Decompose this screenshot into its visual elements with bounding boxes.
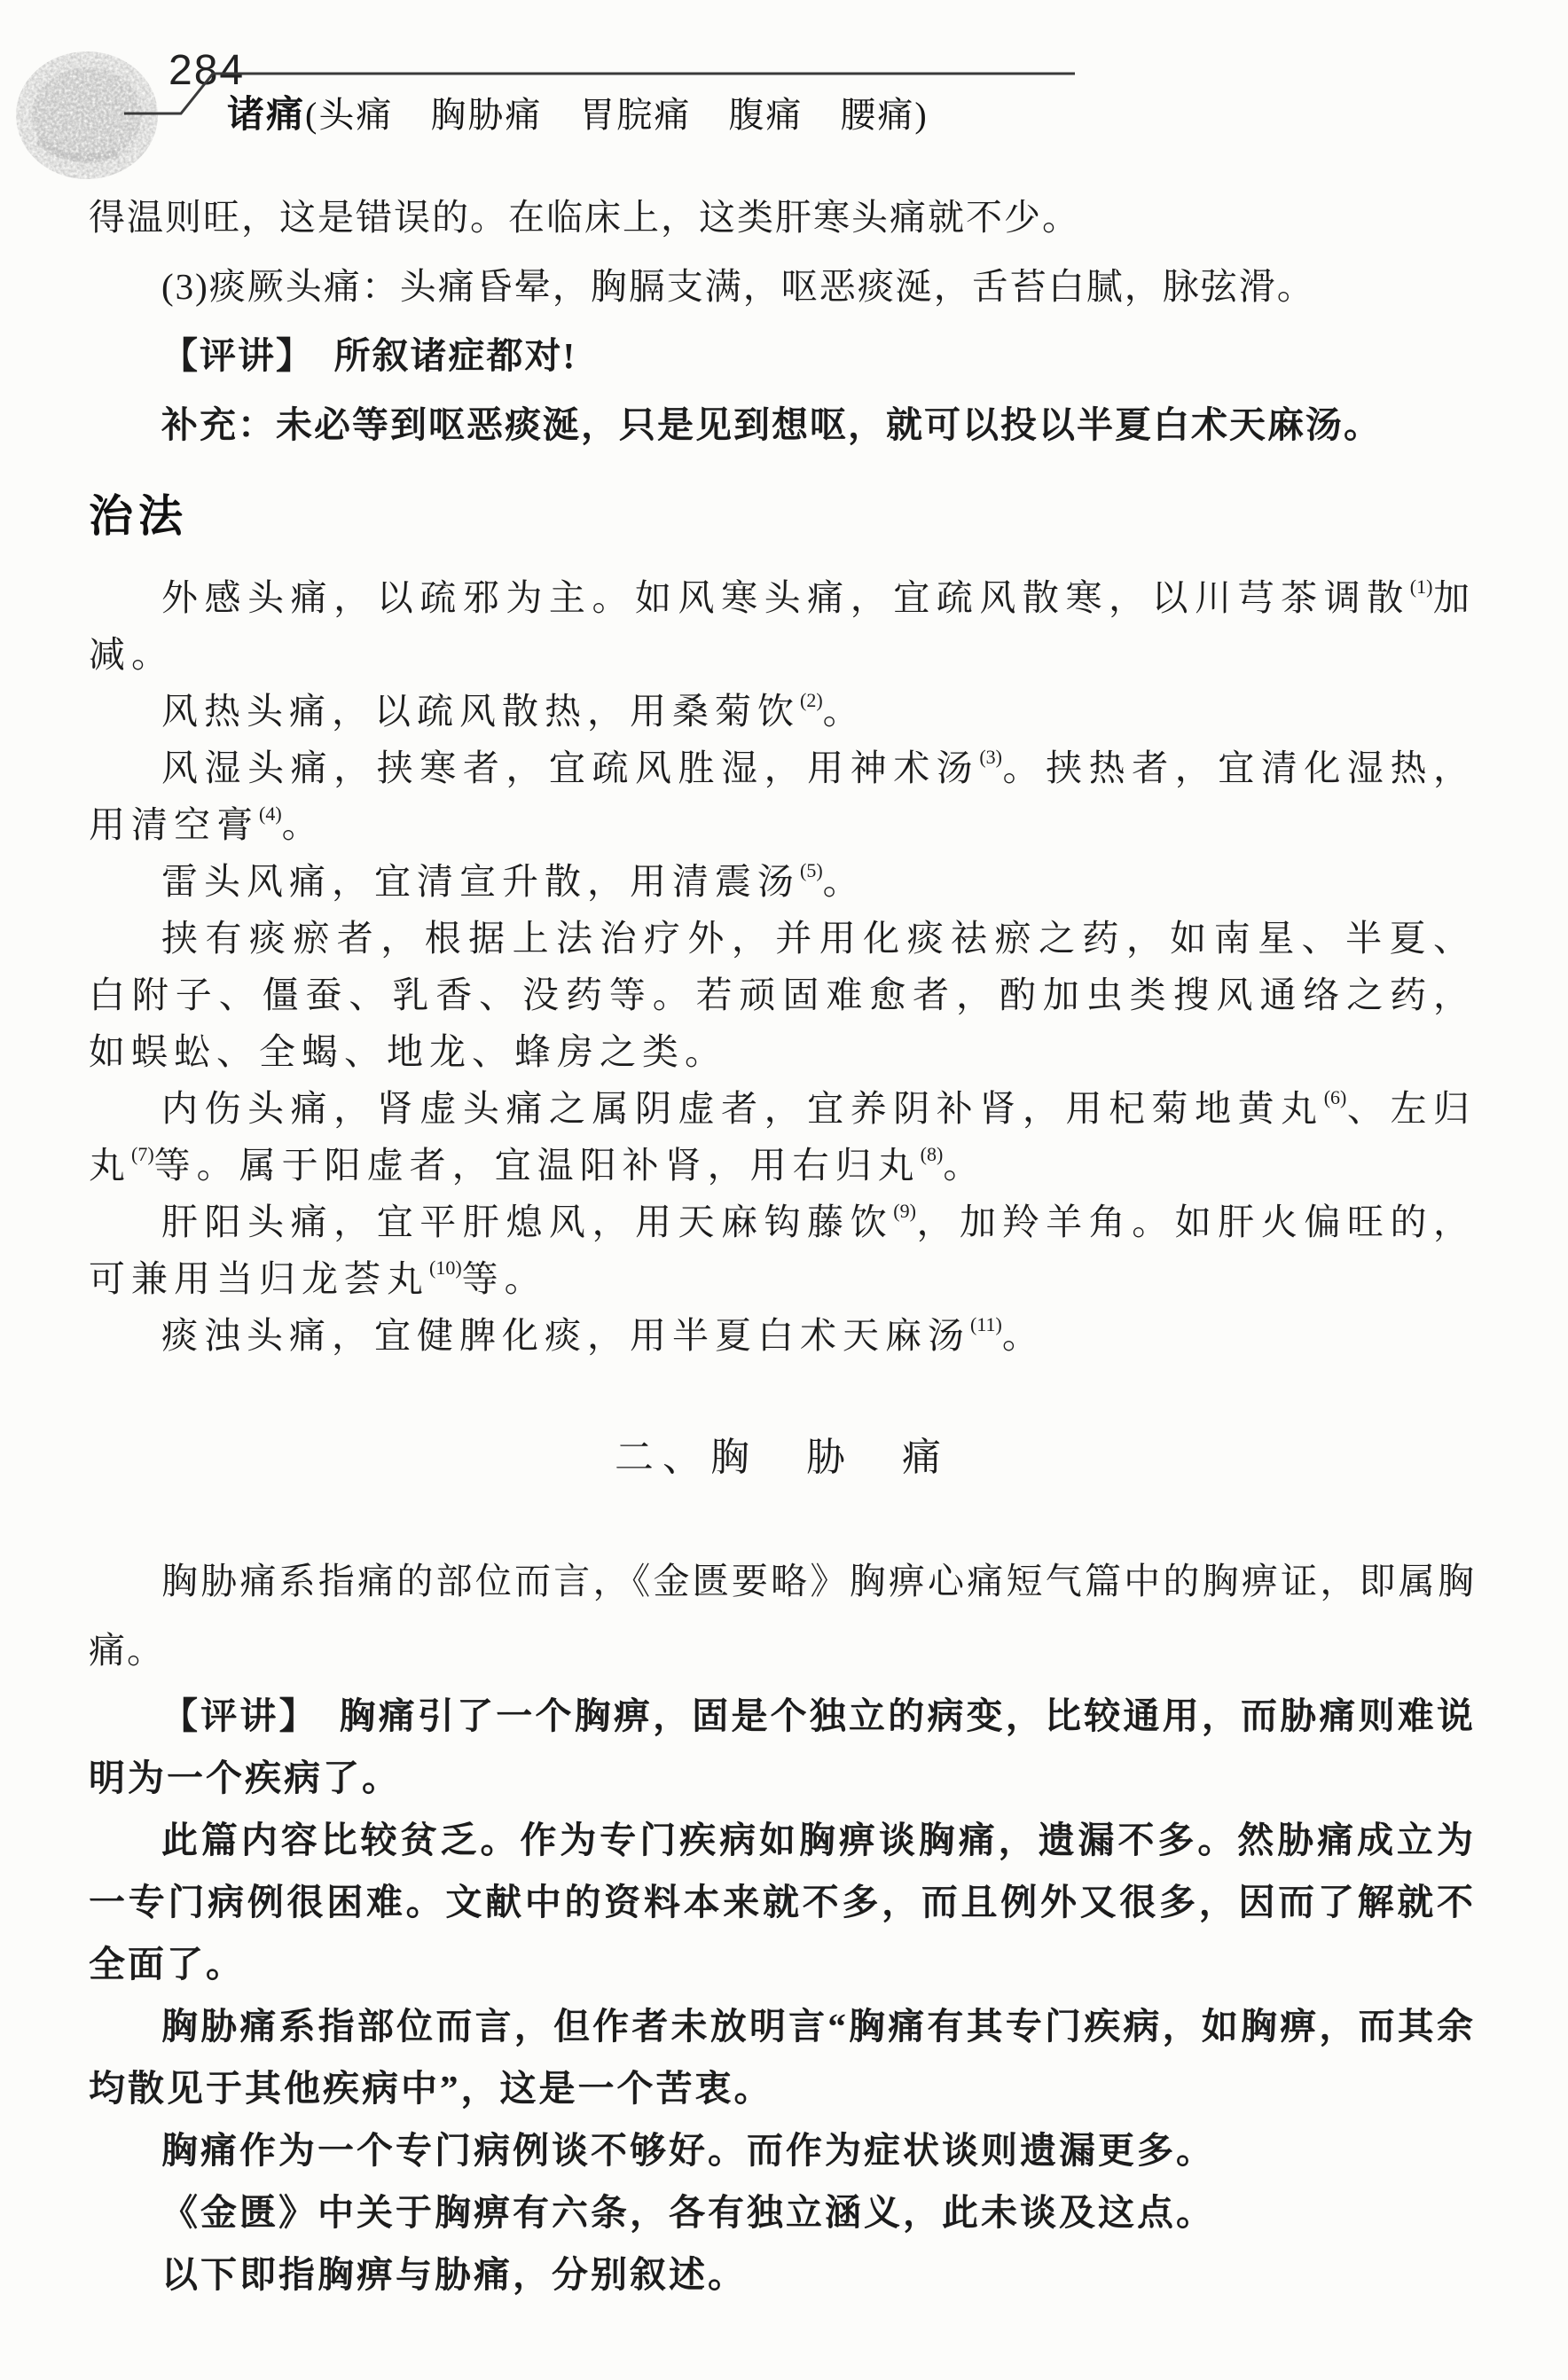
text-run: 补充：未必等到呕恶痰涎，只是见到想呕，就可以投以半夏白术天麻汤。 bbox=[161, 404, 1382, 445]
text-run: 雷头风痛，宜清宣升散，用清震汤 bbox=[161, 861, 800, 902]
text-run: 《金匮》中关于胸痹有六条，各有独立涵义，此未谈及这点。 bbox=[161, 2192, 1215, 2233]
running-head bbox=[227, 85, 929, 138]
emphasis-label: 【评讲】 bbox=[161, 335, 296, 376]
text-run: 。 bbox=[943, 1145, 986, 1186]
text-run: 得温则旺，这是错误的。在临床上，这类肝寒头痛就不少。 bbox=[89, 197, 1080, 238]
paragraph bbox=[89, 321, 1476, 390]
footnote-marker: (11) bbox=[970, 1313, 1002, 1336]
paragraph bbox=[89, 1307, 1476, 1364]
paragraph bbox=[89, 1194, 1476, 1307]
paragraph bbox=[89, 2119, 1476, 2181]
footnote-marker: (1) bbox=[1409, 575, 1433, 599]
page-body bbox=[89, 183, 1476, 2306]
footnote-marker: (6) bbox=[1323, 1086, 1347, 1109]
text-run: ，加羚羊角。如肝火偏旺的，可兼用当归龙荟丸 bbox=[89, 1202, 1477, 1299]
running-head-main: 诸痛 bbox=[227, 95, 306, 136]
paragraph bbox=[89, 2243, 1476, 2306]
text-run: 胸痛作为一个专门病例谈不够好。而作为症状谈则遗漏更多。 bbox=[161, 2130, 1215, 2171]
footnote-marker: (2) bbox=[800, 689, 823, 712]
footnote-marker: (5) bbox=[800, 859, 823, 882]
paragraph bbox=[89, 683, 1476, 740]
paragraph bbox=[89, 1809, 1476, 1995]
paragraph bbox=[89, 1080, 1476, 1194]
footnote-marker: (9) bbox=[893, 1200, 916, 1223]
paragraph bbox=[89, 2181, 1476, 2243]
text-run: 胸痛引了一个胸痹，固是个独立的病变，比较通用，而胁痛则难说明为一个疾病了。 bbox=[89, 1695, 1477, 1798]
text-run: 风湿头痛，挟寒者，宜疏风胜湿，用神术汤 bbox=[161, 748, 980, 788]
paragraph bbox=[89, 1685, 1476, 1809]
text-run: 。 bbox=[281, 804, 325, 845]
footnote-marker: (7) bbox=[131, 1143, 154, 1166]
paragraph bbox=[89, 853, 1476, 910]
section-heading: 治法 bbox=[89, 491, 188, 541]
page-number: 284 bbox=[169, 47, 246, 94]
footnote-marker: (3) bbox=[979, 746, 1003, 769]
paragraph bbox=[89, 910, 1476, 1080]
text-run: 等。属于阳虚者，宜温阳补肾，用右归丸 bbox=[153, 1145, 921, 1186]
text-run: 胸胁痛系指痛的部位而言，《金匮要略》胸痹心痛短气篇中的胸痹证，即属胸痛。 bbox=[89, 1561, 1476, 1671]
text-run: 外感头痛，以疏邪为主。如风寒头痛，宜疏风散寒，以川芎茶调散 bbox=[161, 577, 1410, 618]
chapter-heading: 二、胸 胁 痛 bbox=[615, 1436, 950, 1479]
text-run: 内伤头痛，肾虚头痛之属阴虚者，宜养阴补肾，用杞菊地黄丸 bbox=[161, 1088, 1324, 1129]
text-run: 、左归丸 bbox=[89, 1088, 1477, 1186]
text-run: 挟有痰瘀者，根据上法治疗外，并用化痰祛瘀之药，如南星、半夏、白附子、僵蚕、乳香、没药等。若顽固难愈者，酌加虫类搜风通络之药，如蜈蚣、全蝎、地龙、蜂房之类。 bbox=[89, 918, 1476, 1072]
paragraph bbox=[89, 740, 1476, 853]
paragraph bbox=[89, 569, 1476, 683]
text-run: 。 bbox=[1001, 1315, 1045, 1356]
text-run: 。 bbox=[822, 861, 866, 902]
running-head-sub: (头痛 胸胁痛 胃脘痛 腹痛 腰痛) bbox=[305, 95, 929, 135]
emphasis-label: 【评讲】 bbox=[161, 1695, 301, 1736]
text-run: 此篇内容比较贫乏。作为专门疾病如胸痹谈胸痛，遗漏不多。然胁痛成立为一专门病例很困难。文献中的资料本来就不多，而且例外又很多，因而了解就不全面了。 bbox=[89, 1820, 1476, 1985]
paragraph bbox=[89, 252, 1476, 321]
footnote-marker: (8) bbox=[920, 1143, 944, 1166]
paragraph bbox=[89, 1995, 1476, 2119]
text-run: 胸胁痛系指部位而言，但作者未放明言“胸痛有其专门疾病，如胸痹，而其余均散见于其他疾病中”，这是一个苦衷。 bbox=[89, 2006, 1476, 2109]
paragraph bbox=[89, 390, 1476, 459]
paragraph bbox=[89, 183, 1476, 252]
paragraph bbox=[89, 1546, 1476, 1685]
text-run: (3)痰厥头痛：头痛昏晕，胸膈支满，呕恶痰涎，舌苔白腻，脉弦滑。 bbox=[161, 266, 1315, 307]
text-run: 等。 bbox=[461, 1258, 547, 1299]
footnote-marker: (10) bbox=[429, 1257, 462, 1280]
text-run: 加减。 bbox=[89, 577, 1476, 675]
text-run: 以下即指胸痹与胁痛，分别叙述。 bbox=[161, 2254, 747, 2295]
text-run: 肝阳头痛，宜平肝熄风，用天麻钩藤饮 bbox=[161, 1202, 894, 1242]
text-run: 。 bbox=[822, 691, 866, 732]
footnote-marker: (4) bbox=[259, 802, 282, 826]
text-run: 痰浊头痛，宜健脾化痰，用半夏白术天麻汤 bbox=[161, 1315, 970, 1356]
text-run: 风热头痛，以疏风散热，用桑菊饮 bbox=[161, 691, 800, 732]
text-run: 所叙诸症都对! bbox=[295, 335, 577, 376]
text-run: 。挟热者，宜清化湿热，用清空膏 bbox=[89, 748, 1477, 845]
